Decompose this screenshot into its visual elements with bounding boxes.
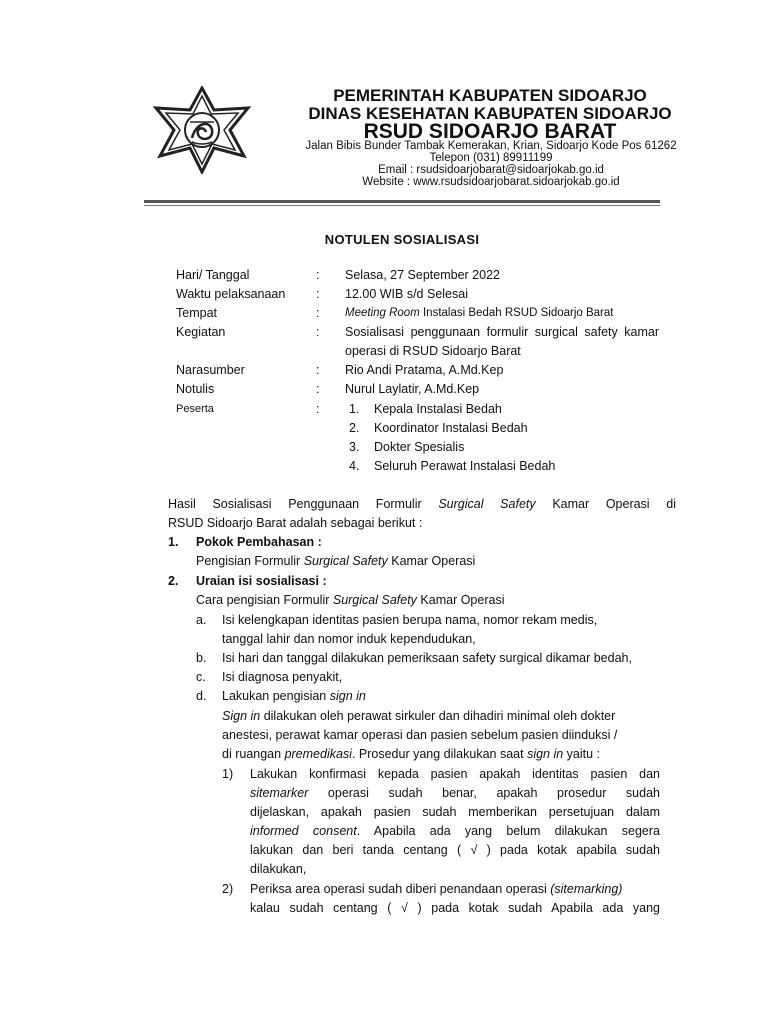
sitemarking-italic: (sitemarking)	[550, 882, 623, 896]
para3-text-c: yaitu :	[563, 747, 601, 761]
item-c-line1: Isi diagnosa penyakit,	[222, 670, 343, 684]
peserta-item-2: Koordinator Instalasi Bedah	[374, 421, 528, 435]
tempat-value-italic: Meeting Room	[345, 307, 420, 319]
hari-label: Hari/ Tanggal	[176, 268, 250, 282]
narasumber-colon: :	[316, 363, 320, 377]
header-divider-thick	[144, 200, 660, 203]
intro-line1	[168, 497, 676, 512]
section2-number: 2.	[168, 574, 179, 588]
waktu-value: 12.00 WIB s/d Selesai	[345, 287, 468, 301]
item-d-line1	[222, 689, 366, 704]
kegiatan-line2: operasi di RSUD Sidoarjo Barat	[345, 344, 521, 358]
header-website: Website : www.rsudsidoarjobarat.sidoarjokab.go.id	[362, 176, 620, 188]
intro-text-b: Kamar Operasi di	[535, 497, 677, 511]
intro-text-italic: Surgical Safety	[438, 497, 536, 511]
kegiatan-colon: :	[316, 325, 320, 339]
item-d-italic: sign in	[329, 689, 366, 703]
section1-text-b: Kamar Operasi	[387, 554, 476, 568]
step1-line4	[250, 824, 660, 839]
header-email: Email : rsudsidoarjobarat@sidoarjokab.go.id	[378, 164, 604, 176]
step1-line5: lakukan dan beri tanda centang ( √ ) pada kotak apabila sudah	[250, 843, 660, 857]
section2-text-italic: Surgical Safety	[332, 593, 417, 607]
step1-line3: dijelaskan, apakah pasien sudah memberikan persetujuan dalam	[250, 805, 660, 819]
peserta-item-1: Kepala Instalasi Bedah	[374, 402, 502, 416]
narasumber-label: Narasumber	[176, 363, 245, 377]
item-d-text: Lakukan pengisian	[222, 689, 330, 703]
item-d-para-line2: anestesi, perawat kamar operasi dan pasien sebelum pasien diinduksi /	[222, 728, 618, 742]
item-a-line2: tanggal lahir dan nomor induk kependudukan,	[222, 632, 476, 646]
step2-line2: kalau sudah centang ( √ ) pada kotak sudah Apabila ada yang	[250, 901, 660, 915]
item-d-para-line3	[222, 747, 600, 762]
tempat-value	[345, 306, 613, 321]
narasumber-value: Rio Andi Pratama, A.Md.Kep	[345, 363, 504, 377]
item-a-letter: a.	[196, 613, 207, 627]
item-b-letter: b.	[196, 651, 207, 665]
waktu-label: Waktu pelaksanaan	[176, 287, 286, 301]
sign-in-italic: Sign in	[222, 709, 261, 723]
step2-line1	[250, 882, 622, 897]
informed-consent-italic: informed consent	[250, 824, 357, 838]
para3-italic-b: sign in	[527, 747, 564, 761]
section1-number: 1.	[168, 535, 179, 549]
step2-text: Periksa area operasi sudah diberi penandaan operasi	[250, 882, 551, 896]
step1-line4-text: . Apabila ada yang belum dilakukan segera	[356, 824, 660, 838]
peserta-colon: :	[316, 402, 320, 416]
section1-text-a: Pengisian Formulir	[196, 554, 304, 568]
header-phone: Telepon (031) 89911199	[429, 152, 553, 164]
notulis-label: Notulis	[176, 382, 215, 396]
hari-value: Selasa, 27 September 2022	[345, 268, 500, 282]
step1-line1: Lakukan konfirmasi kepada pasien apakah identitas pasien dan	[250, 767, 660, 781]
kegiatan-label: Kegiatan	[176, 325, 226, 339]
header-hospital: RSUD SIDOARJO BARAT	[363, 120, 617, 143]
section1-title: Pokok Pembahasan :	[196, 535, 322, 549]
sign-in-text: dilakukan oleh perawat sirkuler dan dihadiri minimal oleh dokter	[260, 709, 616, 723]
waktu-colon: :	[316, 287, 320, 301]
section2-text-a: Cara pengisian Formulir	[196, 593, 333, 607]
sitemarker-italic: sitemarker	[250, 786, 309, 800]
step1-line2	[250, 786, 660, 801]
step1-number: 1)	[222, 767, 234, 781]
peserta-num-4: 4.	[349, 459, 360, 473]
peserta-num-1: 1.	[349, 402, 360, 416]
item-b-line1: Isi hari dan tanggal dilakukan pemeriksaan safety surgical dikamar bedah,	[222, 651, 632, 665]
item-c-letter: c.	[196, 670, 206, 684]
peserta-num-3: 3.	[349, 440, 360, 454]
kegiatan-line1: Sosialisasi penggunaan formulir surgical safety kamar	[345, 325, 659, 339]
peserta-item-4: Seluruh Perawat Instalasi Bedah	[374, 459, 556, 473]
peserta-item-3: Dokter Spesialis	[374, 440, 465, 454]
item-d-para-line1	[222, 709, 615, 724]
notulis-value: Nurul Laylatir, A.Md.Kep	[345, 382, 480, 396]
section1-text	[196, 554, 475, 569]
section2-text-b: Kamar Operasi	[416, 593, 505, 607]
header-government: PEMERINTAH KABUPATEN SIDOARJO	[333, 86, 647, 105]
item-a-line1: Isi kelengkapan identitas pasien berupa nama, nomor rekam medis,	[222, 613, 598, 627]
header-address: Jalan Bibis Bunder Tambak Kemerakan, Krian, Sidoarjo Kode Pos 61262	[305, 140, 677, 152]
step2-number: 2)	[222, 882, 234, 896]
tempat-colon: :	[316, 306, 320, 320]
para3-text-a: di ruangan	[222, 747, 285, 761]
document-title: NOTULEN SOSIALISASI	[324, 232, 480, 247]
step1-line6: dilakukan,	[250, 862, 307, 876]
para3-text-b: . Prosedur yang dilakukan saat	[351, 747, 528, 761]
section1-text-italic: Surgical Safety	[303, 554, 388, 568]
intro-line2: RSUD Sidoarjo Barat adalah sebagai berikut :	[168, 516, 423, 530]
peserta-label: Peserta	[176, 403, 214, 415]
regency-emblem-icon	[152, 86, 262, 174]
section2-text	[196, 593, 504, 608]
step1-line2-text: operasi sudah benar, apakah prosedur sudah	[308, 786, 660, 800]
header-department: DINAS KESEHATAN KABUPATEN SIDOARJO	[308, 104, 672, 123]
item-d-letter: d.	[196, 689, 207, 703]
tempat-label: Tempat	[176, 306, 217, 320]
hari-colon: :	[316, 268, 320, 282]
peserta-num-2: 2.	[349, 421, 360, 435]
notulis-colon: :	[316, 382, 320, 396]
tempat-value-rest: Instalasi Bedah RSUD Sidoarjo Barat	[419, 307, 614, 319]
intro-text-a: Hasil Sosialisasi Penggunaan Formulir	[168, 497, 439, 511]
section2-title: Uraian isi sosialisasi :	[196, 574, 327, 588]
header-divider-thin	[144, 205, 660, 206]
para3-italic-a: premedikasi	[284, 747, 352, 761]
